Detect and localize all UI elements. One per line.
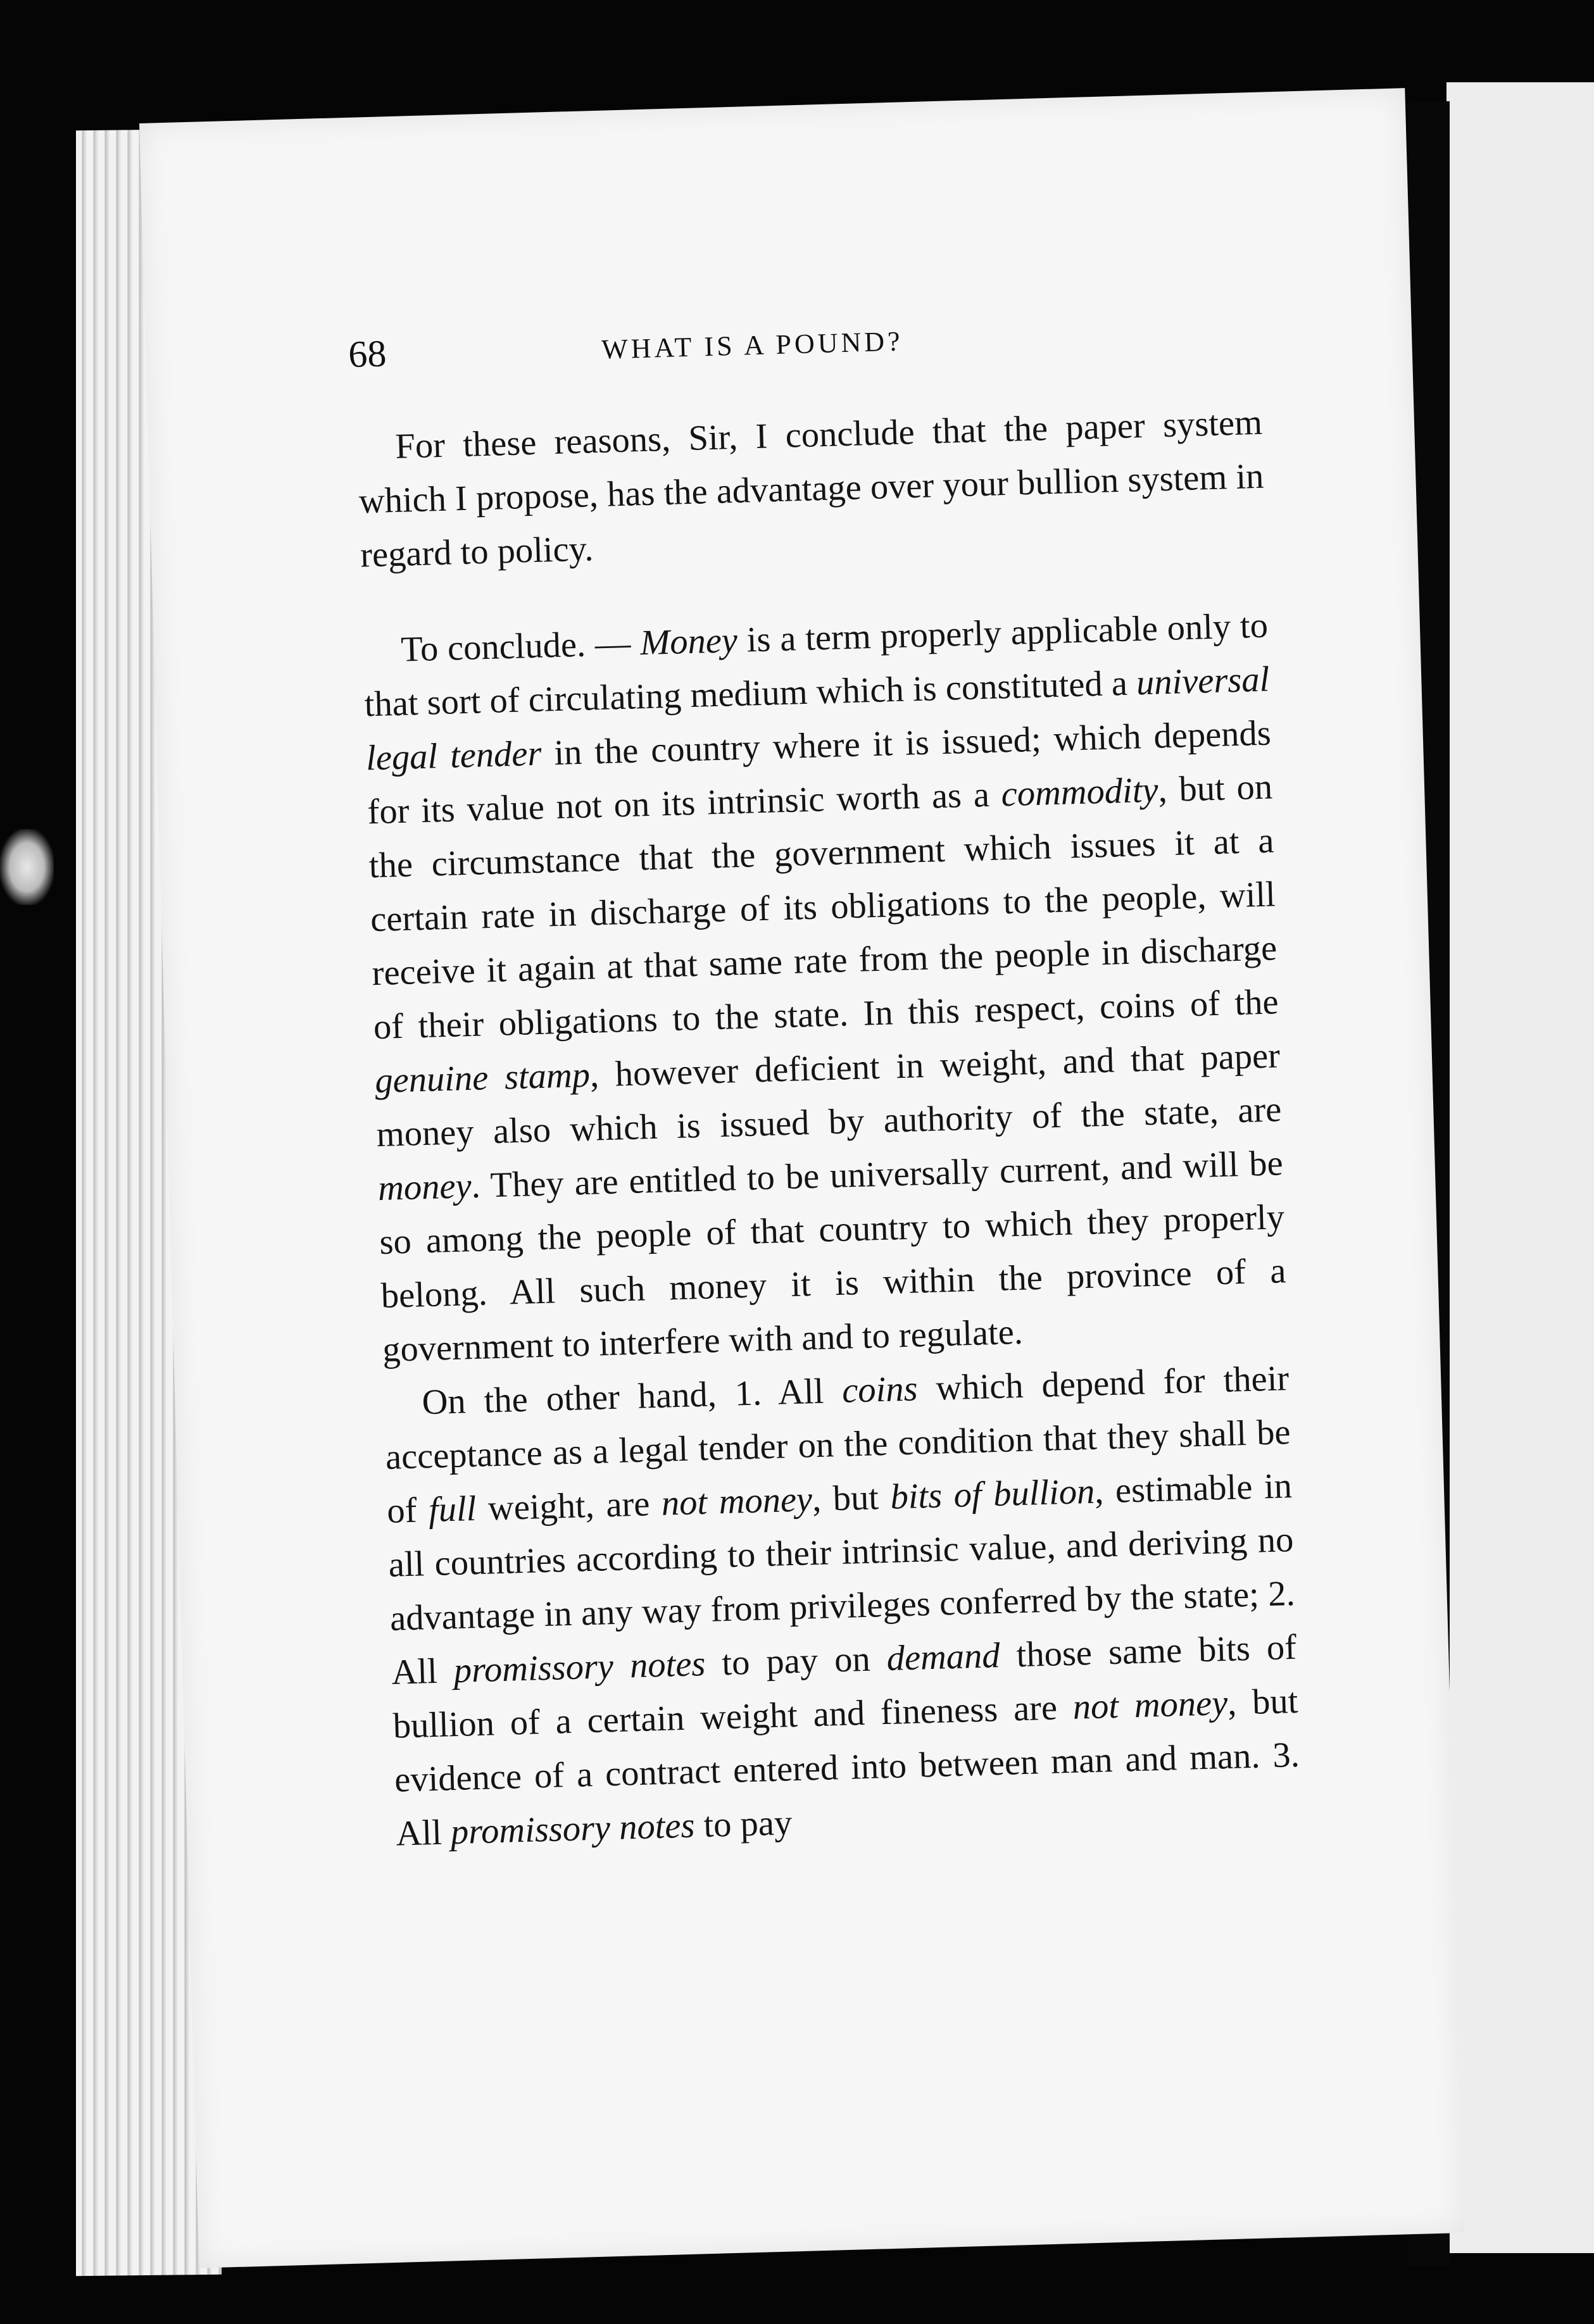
emphasis: promissory notes bbox=[453, 1644, 706, 1691]
text-run: , estimable in all countries according to their intrinsic value, and deriving no advantage in any way from privileges conferred by the state; 2. All bbox=[387, 1466, 1296, 1692]
page-number: 68 bbox=[348, 332, 387, 375]
emphasis: commodity bbox=[1000, 770, 1159, 815]
emphasis: demand bbox=[886, 1635, 1001, 1678]
scan-artifact bbox=[0, 829, 54, 905]
emphasis: not money bbox=[1072, 1683, 1229, 1727]
paragraph-3 bbox=[383, 1352, 1302, 1861]
text-run: in the country where it is issued; which depends for its value not on its intrinsic worth as a bbox=[367, 713, 1272, 832]
text-run: . They are entitled to be universally current, and will be so among the people of that country to which they properly belong. All such money it is within the province of a government to interfere with and to regulate. bbox=[379, 1144, 1287, 1370]
emphasis: Money bbox=[639, 620, 738, 663]
emphasis: universal legal tender bbox=[365, 659, 1271, 778]
text-run: to pay on bbox=[705, 1639, 888, 1684]
running-head: WHAT IS A POUND? bbox=[601, 325, 904, 365]
paragraph-1: For these reasons, Sir, I conclude that the paper system which I propose, has the advantage over your bullion system in regard to policy. bbox=[358, 403, 1265, 575]
text-run: On the other hand, 1. All bbox=[421, 1371, 843, 1423]
text-run: , but bbox=[812, 1477, 891, 1520]
emphasis: money bbox=[377, 1166, 472, 1209]
text-run: those same bits of bullion of a certain weight and fineness are bbox=[392, 1627, 1297, 1746]
text-run: , but on the circumstance that the government which issues it at a certain rate in discharge of its obligations to the people, will receive it again at that same rate from the people in discharge of their obligations to the state. In this respect, coins of the bbox=[368, 767, 1279, 1047]
text-run: To conclude. — bbox=[400, 623, 641, 670]
text-run: to pay bbox=[694, 1803, 793, 1846]
paragraph-2 bbox=[362, 599, 1288, 1377]
emphasis: promissory notes bbox=[450, 1806, 696, 1852]
emphasis: full bbox=[428, 1489, 477, 1530]
text-run: , however deficient in weight, and that paper money also which is issued by authority of the state, are bbox=[375, 1036, 1283, 1155]
facing-page bbox=[1447, 82, 1594, 2253]
emphasis: coins bbox=[841, 1369, 919, 1411]
page-header bbox=[348, 308, 1223, 402]
text-run: , but evidence of a contract entered into between man and man. 3. All bbox=[394, 1681, 1300, 1854]
book-page bbox=[139, 88, 1465, 2268]
text-run: is a term properly applicable only to that sort of circulating medium which is constituted a bbox=[363, 606, 1269, 725]
emphasis: bits of bullion bbox=[889, 1471, 1096, 1517]
text-run: weight, are bbox=[475, 1484, 662, 1528]
body-text bbox=[356, 396, 1302, 1861]
text-run: which depend for their acceptance as a legal tender on the condition that they shall be of bbox=[385, 1359, 1291, 1531]
emphasis: genuine stamp bbox=[374, 1055, 591, 1101]
emphasis: not money bbox=[660, 1480, 813, 1523]
